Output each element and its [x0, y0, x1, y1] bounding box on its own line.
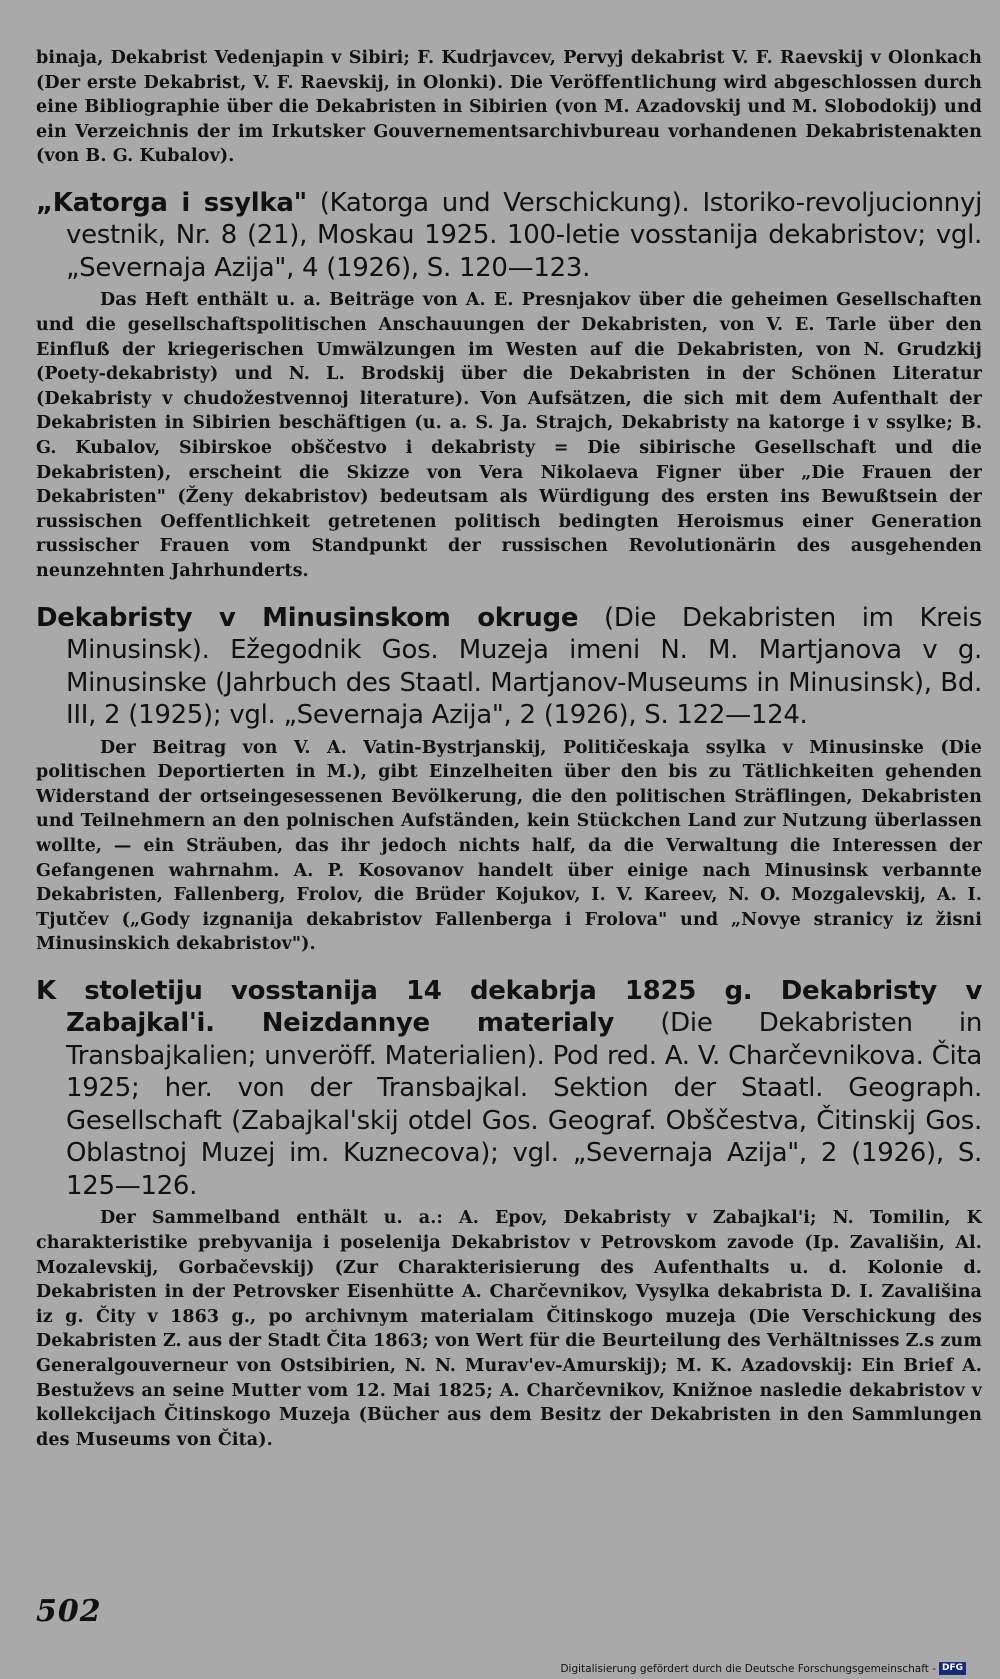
entry-description: Der Beitrag von V. A. Vatin-Bystrjanskij, Političeskaja ssylka v Minusinske (Die politischen Deportierten in M.), gibt Einzelheiten über den bis zu Tätlichkeiten gehenden Widerstand der ortseingesessenen Bevölkerung, die den politischen Sträflingen, Dekabristen und Teilnehmern an den polnischen Aufständen, kein Stückchen Land zur Nutzung überlassen wollte, — ein Sträuben, das ihr jedoch nichts half, da die Verwaltung die Interessen der Gefangenen wahrnahm. A. P. Kosovanov handelt über einige nach Minusinsk verbannte Dekabristen, Fallenberg, Frolov, die Brüder Kojukov, I. V. Kareev, N. O. Mozgalevskij, A. I. Tjutčev („Gody izgnanija dekabristov Fallenberga i Frolova" und „Novye stranicy iz žisni Minusinskich dekabristov").: [36, 737, 982, 955]
bibliography-entry-3: [36, 975, 982, 1452]
page-content: [36, 46, 982, 1452]
entry-title: „Katorga i ssylka": [36, 187, 307, 218]
entry-description: Das Heft enthält u. a. Beiträge von A. E. Presnjakov über die geheimen Gesellschaften und die gesellschaftspolitischen Anschauungen der Dekabristen, von V. E. Tarle über den Einfluß der kriegerischen Umwälzungen im Westen auf die Dekabristen, von N. Grudzkij (Poety-dekabristy) und N. L. Brodskij über die Dekabristen in der Schönen Literatur (Dekabristy v chudožestvennoj literature). Von Aufsätzen, die sich mit dem Aufenthalt der Dekabristen in Sibirien beschäftigen (u. a. S. Ja. Strajch, Dekabristy na katorge i v ssylke; B. G. Kubalov, Sibirskoe obščestvo i dekabristy = Die sibirische Gesellschaft und die Dekabristen), erscheint die Skizze von Vera Nikolaeva Figner über „Die Frauen der Dekabristen" (Ženy dekabristov) bedeutsam als Würdigung des ersten ins Bewußtsein der russischen Oeffentlichkeit getretenen politisch bedingten Heroismus einer Generation russischer Frauen vom Standpunkt der russischen Revolutionärin des ausgehenden neunzehnten Jahrhunderts.: [36, 290, 982, 581]
footer-text: Digitalisierung gefördert durch die Deutsche Forschungsgemeinschaft -: [560, 1662, 936, 1675]
digitization-footer: [560, 1662, 966, 1675]
entry-title: K stoletiju vosstanija 14 dekabrja 1825 g. Dekabristy v Zabajkal'i. Neizdannye materialy: [36, 975, 982, 1039]
bibliography-entry-1: [36, 187, 982, 584]
bibliography-entry-2: [36, 602, 982, 957]
entry-title: Dekabristy v Minusinskom okruge: [36, 602, 579, 633]
entry-heading: [36, 187, 982, 285]
entry-heading: [36, 602, 982, 732]
entry-citation: (Die Dekabristen in Transbajkalien; unveröff. Materialien). Pod red. A. V. Charčevnikova. Čita 1925; her. von der Transbajkal. Sektion der Staatl. Geograph. Gesellschaft (Zabajkal'skij otdel Gos. Geograf. Obščestva, Čitinskij Gos. Oblastnoj Muzej im. Kuznecova); vgl. „Severnaja Azija", 2 (1926), S. 125—126.: [66, 1008, 982, 1201]
page-number: 502: [36, 1594, 102, 1629]
entry-heading: [36, 975, 982, 1203]
intro-paragraph: binaja, Dekabrist Vedenjapin v Sibiri; F. Kudrjavcev, Pervyj dekabrist V. F. Raevskij v Olonkach (Der erste Dekabrist, V. F. Raevskij, in Olonki). Die Veröffentlichung wird abgeschlossen durch eine Bibliographie über die Dekabristen in Sibirien (von M. Azadovskij und M. Slobodokij) und ein Verzeichnis der im Irkutsker Gouvernementsarchivbureau vorhandenen Dekabristenakten (von B. G. Kubalov).: [36, 48, 982, 167]
entry-citation: (Die Dekabristen im Kreis Minusinsk). Ežegodnik Gos. Muzeja imeni N. M. Martjanova v g. Minusinske (Jahrbuch des Staatl. Martjanov-Museums in Minusinsk), Bd. III, 2 (1925); vgl. „Severnaja Azija", 2 (1926), S. 122—124.: [66, 602, 982, 731]
entry-citation: (Katorga und Verschickung). Istoriko-revoljucionnyj vestnik, Nr. 8 (21), Moskau 1925. 100-letie vosstanija dekabristov; vgl. „Severnaja Azija", 4 (1926), S. 120—123.: [66, 187, 982, 283]
dfg-logo-icon: DFG: [939, 1662, 966, 1675]
entry-description: Der Sammelband enthält u. a.: A. Epov, Dekabristy v Zabajkal'i; N. Tomilin, K charakteristike prebyvanija i poselenija Dekabristov v Petrovskom zavode (Ip. Zavališin, Al. Mozalevskij, Gorbačevskij) (Zur Charakterisierung des Aufenthalts u. d. Kolonie d. Dekabristen in der Petrovsker Eisenhütte A. Charčevnikov, Vysylka dekabrista D. I. Zavališina iz g. Čity v 1863 g., po archivnym materialam Čitinskogo muzeja (Die Verschickung des Dekabristen Z. aus der Stadt Čita 1863; von Wert für die Beurteilung des Verhältnisses Z.s zum Generalgouverneur von Ostsibirien, N. N. Murav'ev-Amurskij); M. K. Azadovskij: Ein Brief A. Bestuževs an seine Mutter vom 12. Mai 1825; A. Charčevnikov, Knižnoe nasledie dekabristov v kollekcijach Čitinskogo Muzeja (Bücher aus dem Besitz der Dekabristen in den Sammlungen des Museums von Čita).: [36, 1208, 982, 1450]
